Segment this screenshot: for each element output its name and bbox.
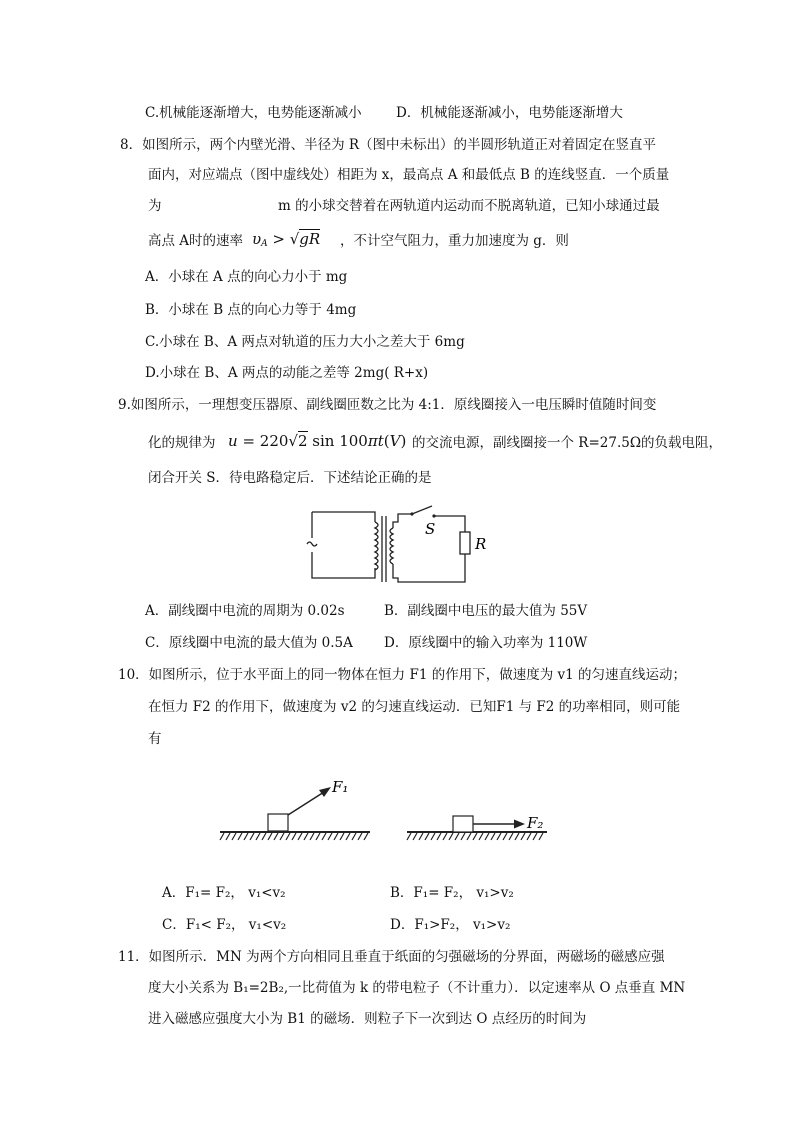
q9-option-d: D．原线圈中的输入功率为 110W (384, 635, 588, 651)
q9-option-c: C．原线圈中电流的最大值为 0.5A (145, 635, 353, 651)
q8-option-d: D.小球在 B、A 两点的动能之差等 2mg( R+x) (145, 365, 429, 381)
q10-option-b: B．F₁= F₂， v₁>v₂ (390, 885, 514, 901)
q8-stem-line3a: 为 (148, 198, 162, 214)
q8-stem-line2: 面内，对应端点（图中虚线处）相距为 x，最高点 A 和最低点 B 的连线竖直．一个质量 (148, 167, 670, 183)
q8-velocity-formula: $\upsilon_A > √gR$ (252, 230, 321, 249)
q10-stem-line2: 在恒力 F2 的作用下，做速度为 v2 的匀速直线运动．已知F1 与 F2 的功率相同，则可能 (148, 699, 681, 715)
q9-voltage-formula: u = 220√2 sin 100πt(V) (228, 432, 407, 450)
q8-stem-line4b: ，不计空气阻力，重力加速度为 g．则 (340, 233, 569, 249)
q8-stem-line3b: m 的小球交替着在两轨道内运动而不脱离轨道，已知小球通过最 (278, 198, 660, 214)
q11-stem-line3: 进入磁感应强度大小为 B1 的磁场．则粒子下一次到达 O 点经历的时间为 (148, 1011, 587, 1027)
q11-stem-line1: 11．如图所示．MN 为两个方向相同且垂直于纸面的匀强磁场的分界面，两磁场的磁感应强 (118, 949, 665, 965)
q9-stem-line2a: 化的规律为 (148, 435, 216, 451)
resistor-label: R (475, 535, 487, 553)
f2-label: F₂ (527, 814, 544, 832)
q10-stem-line1: 10．如图所示，位于水平面上的同一物体在恒力 F1 的作用下，做速度为 v1 的匀速直线运动； (118, 667, 687, 683)
q8-option-a: A．小球在 A 点的向心力小于 mg (145, 269, 348, 285)
force-f1-diagram (220, 770, 376, 846)
q9-stem-line1: 9.如图所示，一理想变压器原、副线圈匝数之比为 4:1．原线圈接入一电压瞬时值随时间变 (118, 397, 657, 413)
q8-stem-line1: 8．如图所示，两个内壁光滑、半径为 R（图中未标出）的半圆形轨道正对着固定在竖直平 (120, 137, 657, 153)
q10-stem-line3: 有 (148, 731, 162, 747)
q7-option-d: D．机械能逐渐减小，电势能逐渐增大 (396, 105, 623, 121)
transformer-circuit-diagram (300, 502, 487, 588)
q8-stem-line4a: 高点 A时的速率 (148, 233, 244, 249)
q10-option-d: D．F₁>F₂， v₁>v₂ (390, 917, 511, 933)
force-f2-diagram (405, 800, 555, 846)
q10-option-c: C．F₁< F₂， v₁<v₂ (162, 917, 287, 933)
q7-option-c: C.机械能逐渐增大，电势能逐渐减小 (145, 105, 362, 121)
q9-stem-line3: 闭合开关 S．待电路稳定后．下述结论正确的是 (148, 470, 432, 486)
q9-stem-line2b: 的交流电源，副线圈接一个 R=27.5Ω的负载电阻， (412, 435, 723, 451)
q8-option-c: C.小球在 B、A 两点对轨道的压力大小之差大于 6mg (145, 334, 465, 350)
q9-option-b: B．副线圈中电压的最大值为 55V (384, 603, 588, 619)
q10-option-a: A．F₁= F₂， v₁<v₂ (162, 885, 286, 901)
switch-label: S (425, 520, 436, 538)
q9-option-a: A．副线圈中电流的周期为 0.02s (145, 603, 345, 619)
q11-stem-line2: 度大小关系为 B₁=2B₂,一比荷值为 k 的带电粒子（不计重力）．以定速率从 O 点垂直 MN (148, 980, 686, 996)
f1-label: F₁ (332, 778, 349, 796)
q8-option-b: B．小球在 B 点的向心力等于 4mg (145, 302, 357, 318)
